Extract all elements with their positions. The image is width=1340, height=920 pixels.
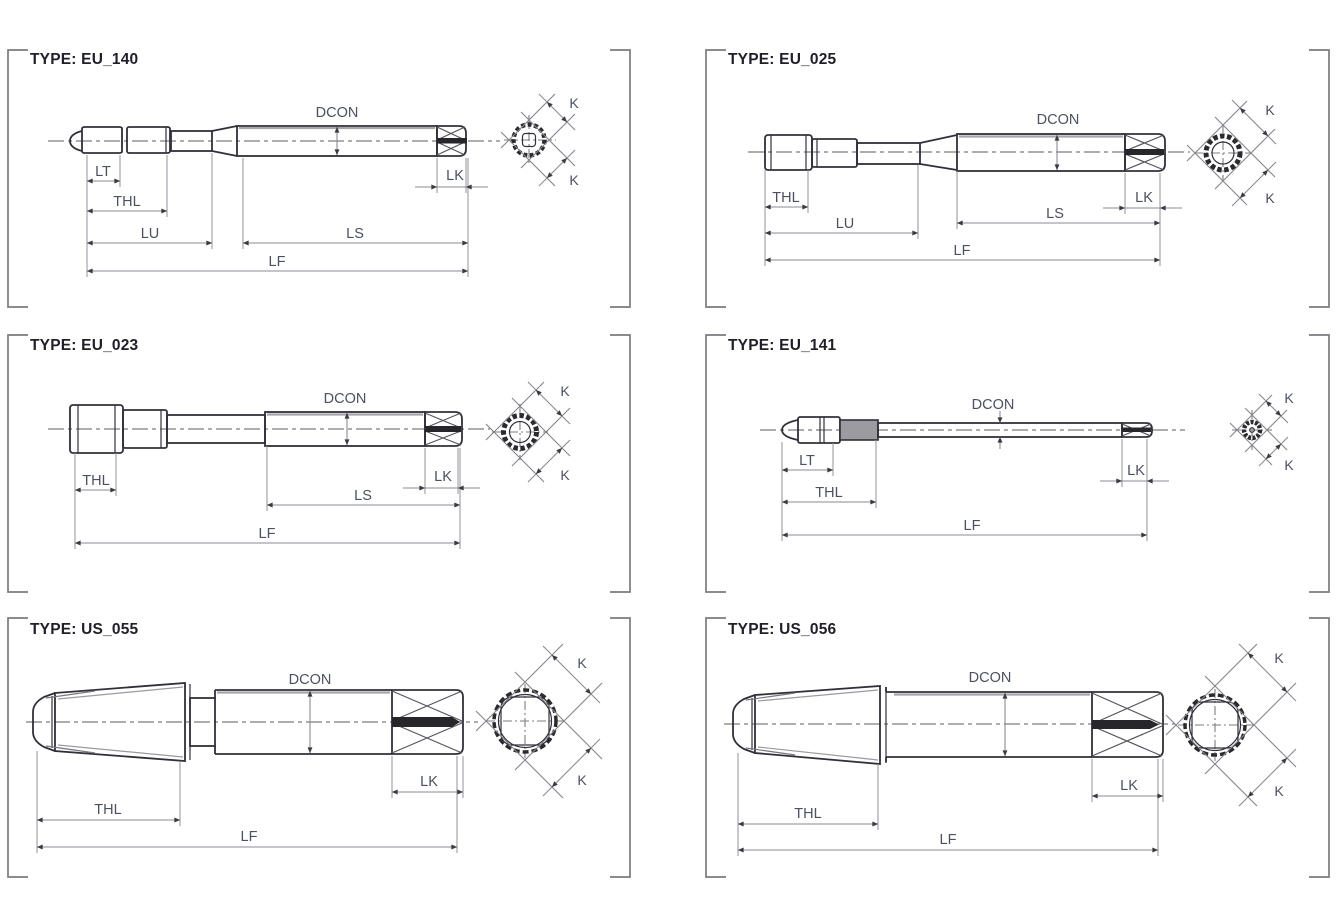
end-view bbox=[1166, 644, 1296, 806]
lf-label: LF bbox=[268, 254, 286, 270]
k-label-top: K bbox=[1274, 650, 1284, 666]
dimensions bbox=[738, 670, 1163, 856]
panel-us-056 bbox=[706, 618, 1329, 877]
end-view bbox=[1230, 390, 1294, 473]
thl-label: THL bbox=[113, 194, 141, 210]
lt-label: LT bbox=[799, 453, 815, 469]
dcon-label: DCON bbox=[971, 397, 1015, 413]
tap-drawing bbox=[748, 134, 1190, 171]
left-bracket bbox=[706, 335, 726, 592]
lk-label: LK bbox=[1135, 190, 1153, 206]
dcon-label: DCON bbox=[1036, 112, 1080, 128]
k-label-top: K bbox=[1265, 102, 1275, 118]
k-label-bottom: K bbox=[1265, 190, 1275, 206]
dimensions bbox=[87, 105, 488, 277]
right-bracket bbox=[610, 618, 630, 877]
ls-label: LS bbox=[346, 226, 364, 242]
k-label-bottom: K bbox=[577, 772, 587, 788]
panel-title: TYPE: US_056 bbox=[728, 621, 837, 638]
tap-drawing bbox=[724, 686, 1175, 764]
thl-label: THL bbox=[815, 485, 843, 501]
lk-label: LK bbox=[1120, 778, 1138, 794]
left-bracket bbox=[8, 618, 28, 877]
right-bracket bbox=[1309, 618, 1329, 877]
end-view bbox=[501, 94, 579, 188]
k-label-top: K bbox=[569, 95, 579, 111]
thl-label: THL bbox=[94, 802, 122, 818]
lu-label: LU bbox=[835, 216, 855, 232]
k-label-top: K bbox=[1284, 390, 1294, 406]
panel-title: TYPE: US_055 bbox=[30, 621, 139, 638]
ls-label: LS bbox=[354, 488, 372, 504]
right-bracket bbox=[1309, 335, 1329, 592]
k-label-top: K bbox=[577, 655, 587, 671]
panel-us-055 bbox=[8, 618, 630, 877]
left-bracket bbox=[8, 335, 28, 592]
right-bracket bbox=[1309, 50, 1329, 307]
dimensions bbox=[37, 672, 463, 853]
k-label-bottom: K bbox=[569, 172, 579, 188]
dcon-label: DCON bbox=[968, 670, 1012, 686]
lk-label: LK bbox=[1127, 463, 1145, 479]
panel-title: TYPE: EU_025 bbox=[728, 51, 837, 68]
lf-label: LF bbox=[258, 526, 276, 542]
lt-label: LT bbox=[95, 164, 111, 180]
end-view bbox=[486, 382, 570, 483]
panel-eu-140 bbox=[8, 50, 630, 307]
lu-label: LU bbox=[140, 226, 160, 242]
lk-label: LK bbox=[446, 168, 464, 184]
tap-drawing bbox=[48, 126, 500, 156]
dcon-label: DCON bbox=[323, 391, 367, 407]
panel-title: TYPE: EU_023 bbox=[30, 337, 139, 354]
lk-label: LK bbox=[420, 774, 438, 790]
tap-drawing bbox=[760, 417, 1185, 443]
tap-drawing bbox=[48, 405, 490, 453]
panel-eu-023 bbox=[8, 335, 630, 592]
k-label-bottom: K bbox=[1274, 783, 1284, 799]
panel-title: TYPE: EU_141 bbox=[728, 337, 837, 354]
panel-eu-141 bbox=[706, 335, 1329, 592]
dimensions bbox=[765, 112, 1182, 266]
lf-label: LF bbox=[939, 832, 957, 848]
thl-label: THL bbox=[794, 806, 822, 822]
thl-label: THL bbox=[82, 473, 110, 489]
panel-title: TYPE: EU_140 bbox=[30, 51, 139, 68]
lk-label: LK bbox=[434, 469, 452, 485]
k-label-bottom: K bbox=[1284, 457, 1294, 473]
end-view bbox=[1187, 100, 1276, 206]
thl-label: THL bbox=[772, 190, 800, 206]
right-bracket bbox=[610, 50, 630, 307]
left-bracket bbox=[706, 618, 726, 877]
end-view bbox=[476, 644, 602, 798]
panel-eu-025 bbox=[706, 50, 1329, 307]
lf-label: LF bbox=[953, 243, 971, 259]
dcon-label: DCON bbox=[288, 672, 332, 688]
dcon-label: DCON bbox=[315, 105, 359, 121]
k-label-top: K bbox=[560, 383, 570, 399]
left-bracket bbox=[8, 50, 28, 307]
right-bracket bbox=[610, 335, 630, 592]
lf-label: LF bbox=[240, 829, 258, 845]
lf-label: LF bbox=[963, 518, 981, 534]
k-label-bottom: K bbox=[560, 467, 570, 483]
ls-label: LS bbox=[1046, 206, 1064, 222]
tap-drawing bbox=[26, 683, 478, 761]
left-bracket bbox=[706, 50, 726, 307]
